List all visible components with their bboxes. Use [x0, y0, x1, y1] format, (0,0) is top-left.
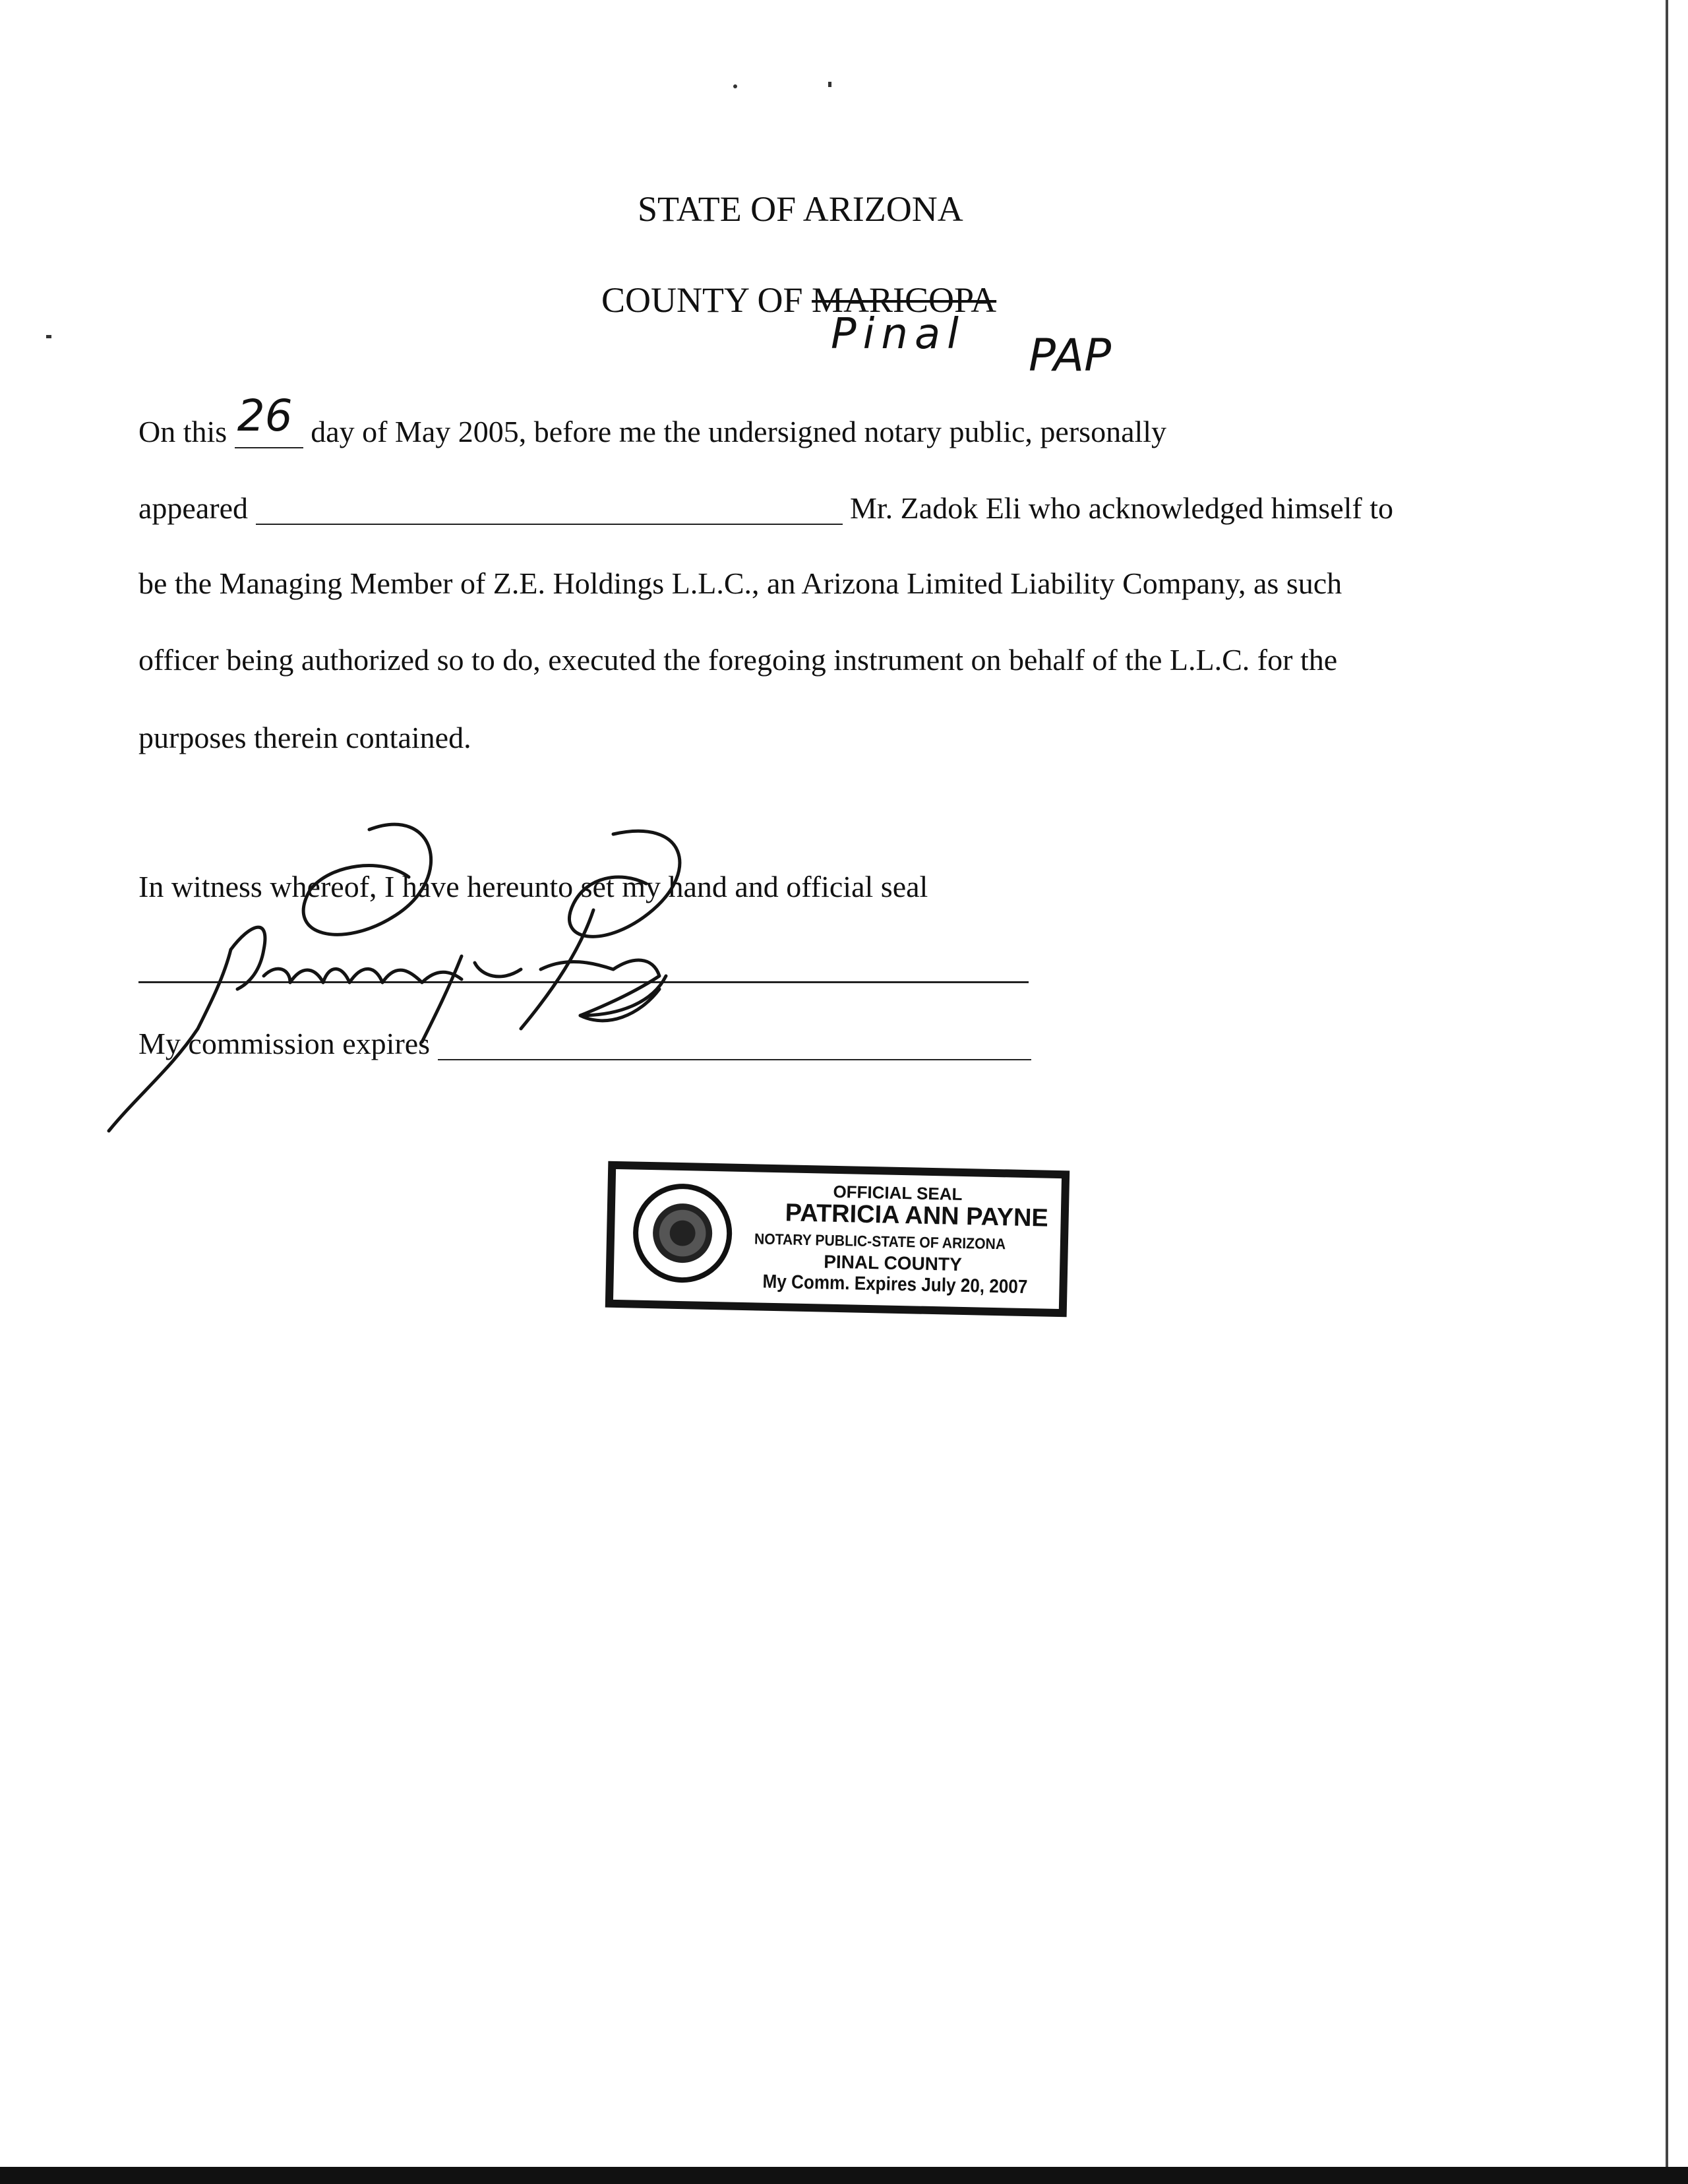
seal-title: OFFICIAL SEAL	[833, 1181, 963, 1204]
state-heading: STATE OF ARIZONA	[638, 189, 963, 229]
county-original-struck: MARICOPA	[812, 280, 997, 320]
commission-label: My commission expires	[138, 1027, 431, 1060]
scan-edge-right	[1666, 0, 1668, 2169]
paragraph-line-5: purposes therein contained.	[138, 721, 471, 754]
county-initials: PAP	[1029, 330, 1112, 382]
scan-speck	[46, 335, 51, 338]
line1-prefix: On this	[138, 415, 227, 448]
seal-county: PINAL COUNTY	[823, 1251, 963, 1275]
county-label: COUNTY OF	[601, 280, 803, 320]
paragraph-line-4: officer being authorized so to do, executed the foregoing instrument on behalf of the L.L.C. for the	[138, 643, 1338, 677]
seal-notary-name: PATRICIA ANN PAYNE	[785, 1199, 1049, 1232]
seal-expiration: My Comm. Expires July 20, 2007	[762, 1271, 1028, 1298]
arizona-state-seal-emblem	[632, 1183, 733, 1284]
line2-suffix: Mr. Zadok Eli who acknowledged himself to	[850, 491, 1394, 525]
line1-suffix: day of May 2005, before me the undersigned notary public, personally	[311, 415, 1167, 448]
county-handwritten: Pinal	[831, 310, 965, 359]
official-notary-seal-stamp	[605, 1161, 1070, 1318]
paragraph-line-3: be the Managing Member of Z.E. Holdings L.L.C., an Arizona Limited Liability Company, as such	[138, 566, 1342, 600]
seal-notary-public-state: NOTARY PUBLIC-STATE OF ARIZONA	[754, 1230, 1006, 1253]
witness-line: In witness whereof, I have hereunto set my hand and official seal	[138, 870, 928, 903]
day-handwritten: 26	[237, 390, 293, 441]
scan-edge-bottom	[0, 2167, 1688, 2184]
scan-speck	[733, 84, 737, 88]
scan-speck	[828, 82, 831, 87]
line2-prefix: appeared	[138, 491, 248, 525]
